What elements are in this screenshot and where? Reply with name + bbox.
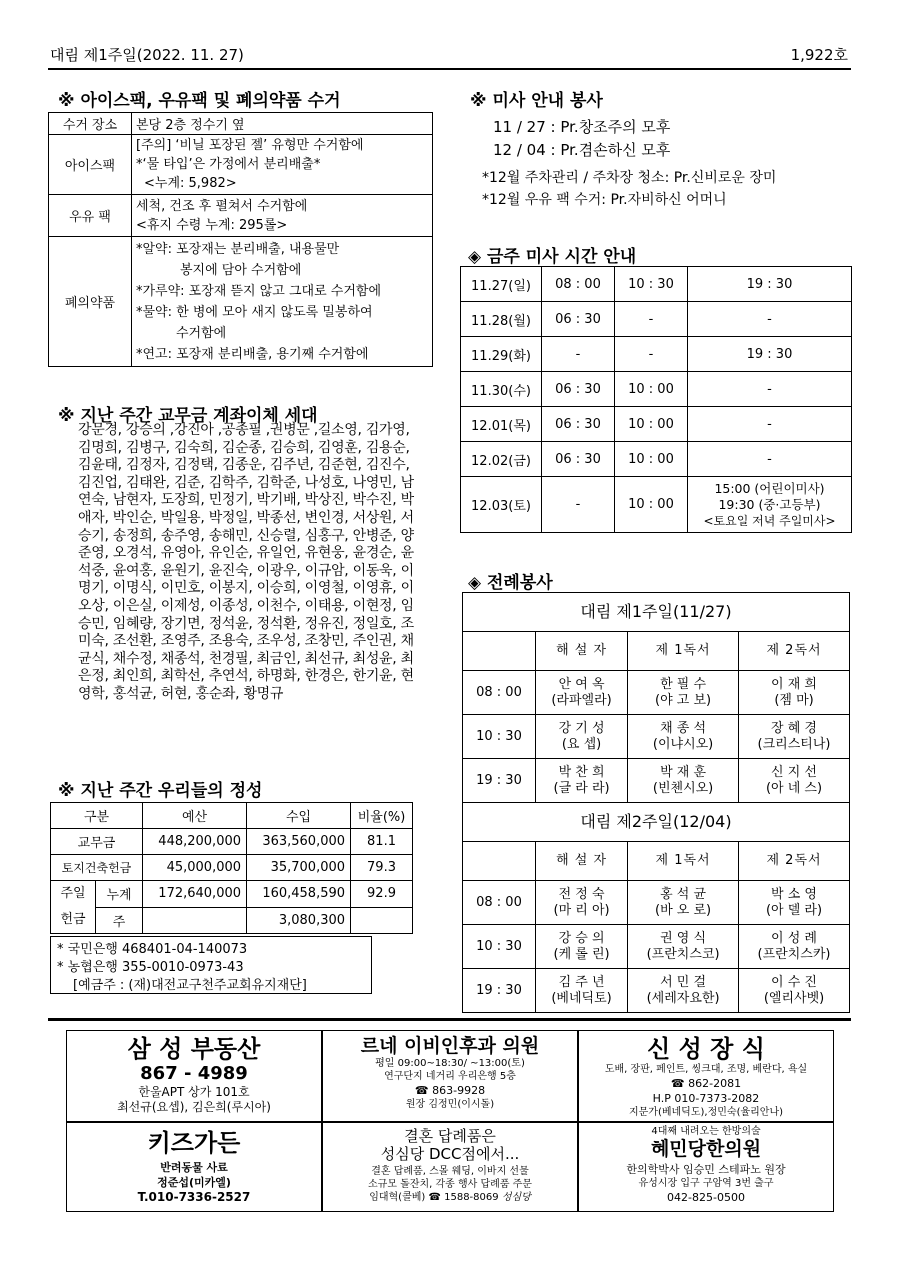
mass-day: 11.29(화): [461, 337, 542, 372]
ad-line: 도배, 장판, 페인트, 씽크대, 조명, 베란다, 욕실: [604, 1064, 808, 1075]
ad-line: 한의학박사 임승민 스테파노 원장: [626, 1163, 786, 1176]
person-name: 이 성 례: [771, 930, 817, 946]
ad-tagline: 4대째 내려오는 한방의술: [651, 1126, 761, 1137]
cumulative-income: 160,458,590: [247, 881, 351, 908]
ad-line: 평일 09:00~18:30/ ~13:00(토): [375, 1058, 525, 1069]
medicine-label: 폐의약품: [49, 237, 132, 367]
baptismal-name: (라파엘라): [551, 692, 612, 708]
mass-day: 12.02(금): [461, 442, 542, 477]
ad-line: 최선규(요셉), 김은희(루시아): [117, 1100, 271, 1114]
cumulative-label: 누계: [96, 881, 143, 908]
icepack-total: <누계: 5,982>: [144, 176, 237, 191]
liturgy-time: 19 : 30: [463, 969, 536, 1013]
offering-ratio: 79.3: [351, 855, 413, 881]
baptismal-name: (마 리 아): [553, 902, 610, 918]
person-name: 전 정 숙: [558, 886, 605, 902]
header-divider: [48, 68, 851, 70]
week-budget-empty: [143, 907, 247, 934]
icepack-line: [주의] ‘비닐 포장된 젤’ 유형만 수거함에: [136, 138, 364, 153]
week-income: 3,080,300: [247, 907, 351, 934]
mass-time: 10 : 00: [615, 407, 688, 442]
sunday-label-2: 헌금: [60, 912, 86, 927]
first-reader: [628, 759, 739, 803]
ad-name: 삼 성 부동산: [127, 1035, 261, 1063]
baptismal-name: (크리스티나): [757, 736, 831, 752]
ad-name: 혜민당한의원: [650, 1138, 762, 1160]
person-name: 채 종 석: [660, 720, 707, 736]
milk-info: [132, 195, 433, 237]
offering-row-label: 교무금: [51, 829, 143, 855]
liturgy-corner: [463, 632, 536, 671]
week-label: 주: [96, 907, 143, 934]
second-reader: [739, 881, 850, 925]
cumulative-ratio: 92.9: [351, 881, 413, 908]
medicine-line: *가루약: 포장재 뜯지 않고 그대로 수거함에: [136, 283, 382, 299]
ad-name: 키즈가든: [147, 1129, 241, 1157]
person-name: 서 민 걸: [660, 974, 707, 990]
bank-account-1: * 국민은행 468401-04-140073: [57, 942, 248, 957]
mass-day: 11.30(수): [461, 372, 542, 407]
place-label: 수거 장소: [49, 113, 132, 135]
mass-time: -: [542, 477, 615, 533]
ad-contact: [323, 1191, 577, 1204]
mass-day: 12.03(토): [461, 477, 542, 533]
ad-kids-garden: [66, 1122, 322, 1212]
bulletin-date: 대림 제1주일(2022. 11. 27): [50, 46, 244, 64]
offering-budget: 448,200,000: [143, 829, 247, 855]
commentator: [536, 715, 628, 759]
recycle-table: [48, 112, 433, 367]
ad-line: 원장 김정민(이시돌): [405, 1099, 495, 1110]
first-reader: [628, 969, 739, 1013]
baptismal-name: (아 델 라): [765, 902, 823, 918]
liturgy-header: 해 설 자: [536, 632, 628, 671]
icepack-info: [132, 135, 433, 195]
milk-total: <휴지 수령 누계: 295롤>: [136, 217, 288, 233]
mass-time-note: <토요일 저녁 주일미사>: [703, 513, 836, 528]
account-holder: [예금주 : (재)대전교구천주교회유지재단]: [73, 978, 307, 993]
medicine-line: *물약: 한 병에 모아 새지 않도록 밀봉하여: [136, 304, 373, 320]
ad-phone: H.P 010-7373-2082: [652, 1092, 760, 1105]
mass-day: 11.28(월): [461, 302, 542, 337]
ad-interior: [578, 1030, 834, 1122]
offering-ratio: 81.1: [351, 829, 413, 855]
offering-income: 35,700,000: [247, 855, 351, 881]
offering-header: 비율(%): [351, 803, 413, 829]
service-note: *12월 우유 팩 수거: Pr.자비하신 어머니: [482, 192, 727, 208]
liturgy-time: 10 : 30: [463, 925, 536, 969]
liturgy-header: 제 2독서: [739, 842, 850, 881]
second-reader: [739, 671, 850, 715]
mass-schedule-table: [460, 266, 852, 533]
offering-header: 수입: [247, 803, 351, 829]
baptismal-name: (젬 마): [774, 692, 814, 708]
ad-line: 정준섭(미카엘): [157, 1176, 231, 1189]
baptismal-name: (요 셉): [561, 736, 602, 752]
mass-time-saturday: [688, 477, 852, 533]
mass-time: 19 : 30: [688, 337, 852, 372]
second-reader: [739, 925, 850, 969]
week-ratio-empty: [351, 907, 413, 934]
baptismal-name: (빈첸시오): [652, 780, 714, 796]
offering-header: 예산: [143, 803, 247, 829]
ad-oriental-clinic: [578, 1122, 834, 1212]
baptismal-name: (엘리사벳): [763, 990, 825, 1006]
person-name: 신 지 선: [771, 764, 817, 780]
mass-time: 10 : 30: [615, 267, 688, 302]
medicine-line: 수거함에: [176, 325, 227, 341]
liturgy-week-title: 대림 제1주일(11/27): [463, 593, 850, 632]
ad-line: 지문가(베네딕도),정민숙(율리안나): [628, 1107, 784, 1118]
icepack-label: 아이스팩: [49, 135, 132, 195]
person-name: 권 영 식: [660, 930, 707, 946]
person-name: 장 혜 경: [771, 720, 817, 736]
icepack-line: *‘물 타입’은 가정에서 분리배출*: [136, 157, 321, 172]
medicine-info: [132, 237, 433, 367]
mass-time: 06 : 30: [542, 302, 615, 337]
mass-time: 19 : 30: [688, 267, 852, 302]
person-name: 강 승 의: [558, 930, 605, 946]
offering-income: 363,560,000: [247, 829, 351, 855]
person-name: 안 여 옥: [558, 676, 605, 692]
transfer-title: ※ 지난 주간 교무금 계좌이체 세대: [58, 406, 318, 426]
person-name: 박 재 훈: [660, 764, 707, 780]
liturgy-time: 08 : 00: [463, 881, 536, 925]
baptismal-name: (베네딕토): [551, 990, 612, 1006]
person-name: 강 기 성: [558, 720, 605, 736]
ads-divider: [48, 1018, 851, 1021]
liturgy-table: [462, 592, 850, 1013]
first-reader: [628, 881, 739, 925]
baptismal-name: (프란치스코): [646, 946, 720, 962]
mass-time: -: [688, 442, 852, 477]
mass-time: 06 : 30: [542, 372, 615, 407]
baptismal-name: (바 오 로): [655, 902, 712, 918]
service-note: *12월 주차관리 / 주차장 청소: Pr.신비로운 장미: [482, 170, 777, 186]
person-name: 이 수 진: [771, 974, 817, 990]
sunday-label-1: 주일: [60, 886, 86, 901]
recycle-title: ※ 아이스팩, 우유팩 및 폐의약품 수거: [58, 91, 341, 111]
service-list: [493, 116, 670, 162]
liturgy-header: 제 2독서: [739, 632, 850, 671]
mass-time-line: 19:30 (중·고등부): [718, 496, 821, 512]
liturgy-header: 제 1독서: [628, 842, 739, 881]
liturgy-week-title: 대림 제2주일(12/04): [463, 803, 850, 842]
liturgy-time: 08 : 00: [463, 671, 536, 715]
mass-time: -: [615, 302, 688, 337]
offering-table: [50, 802, 413, 934]
transfer-names: 강문경, 강승의 ,강진아 ,공종필 ,권병문 ,길소영, 김가영, 김명희, 김병구, 김숙희, 김순종, 김승희, 김영훈, 김용순, 김윤태, 김정자, 김정택, 김종운, 김주년, 김준현, 김진수, 김진업, 김태완, 김준, 김학주, 김학준, 나성호, 나영민, 남연숙, 남현자, 도장희, 민정기, 박기배, 박상진, 박수진, 박애자, 박인순, 박일용, 박정일, 박종선, 변인경, 서상원, 서승기, 송정희, 송주영, 송해민, 신승렬, 심홍구, 안병준, 양준영, 오경석, 유영아, 유인순, 유일언, 유현웅, 윤경순, 윤석중, 윤여홍, 윤원기, 윤진숙, 이광우, 이규암, 이동욱, 이명기, 이명식, 이민호, 이봉지, 이승희, 이영철, 이영휴, 이오상, 이은실, 이제성, 이종성, 이천수, 이태용, 이현정, 임승민, 임혜량, 장기면, 정석윤, 정석환, 정유진, 정일호, 조미숙, 조선환, 조영주, 조용숙, 조우성, 조창민, 주인권, 채균식, 채수정, 채종석, 천경필, 최금인, 최선규, 최성윤, 최은정, 최인희, 최학선, 추연석, 하명화, 한경은, 한기윤, 현영학, 홍석균, 허현, 홍순좌, 황명규: [78, 422, 414, 702]
baptismal-name: (이냐시오): [652, 736, 714, 752]
issue-number: 1,922호: [790, 46, 848, 64]
commentator: [536, 759, 628, 803]
ad-phone: T.010-7336-2527: [137, 1190, 251, 1204]
ad-phone: 042-825-0500: [667, 1191, 745, 1204]
medicine-line: *연고: 포장재 분리배출, 용기째 수거함에: [136, 346, 369, 362]
liturgy-time: 10 : 30: [463, 715, 536, 759]
ad-name: 신 성 장 식: [647, 1035, 765, 1063]
milk-line: 세척, 건조 후 펼쳐서 수거함에: [136, 198, 308, 214]
offering-title: ※ 지난 주간 우리들의 정성: [58, 781, 263, 801]
ad-bakery: [322, 1122, 578, 1212]
baptismal-name: (프란치스카): [757, 946, 831, 962]
ad-ent-clinic: [322, 1030, 578, 1122]
liturgy-title: ◈ 전례봉사: [468, 573, 553, 593]
bank-info: [50, 936, 372, 994]
commentator: [536, 969, 628, 1013]
person-name: 박 소 영: [771, 886, 817, 902]
baptismal-name: (글 라 라): [553, 780, 610, 796]
ad-line: 소규모 돌잔치, 각종 행사 답례품 주문: [368, 1179, 532, 1190]
service-title: ※ 미사 안내 봉사: [470, 91, 603, 111]
first-reader: [628, 671, 739, 715]
person-name: 박 찬 희: [558, 764, 605, 780]
person-name: 홍 석 균: [660, 886, 707, 902]
commentator: [536, 671, 628, 715]
mass-day: 11.27(일): [461, 267, 542, 302]
second-reader: [739, 759, 850, 803]
medicine-line: 봉지에 담아 수거함에: [180, 262, 302, 278]
offering-header: 구분: [51, 803, 143, 829]
ad-phone: ☎ 863-9928: [414, 1084, 486, 1097]
service-notes: [482, 167, 776, 211]
ad-line: 연구단지 네거리 우리은행 5층: [384, 1071, 516, 1082]
ad-name: 르네 이비인후과 의원: [360, 1035, 540, 1057]
ad-phone: 867 - 4989: [140, 1063, 248, 1084]
liturgy-time: 19 : 30: [463, 759, 536, 803]
bank-account-2: * 농협은행 355-0010-0973-43: [57, 960, 244, 975]
cumulative-budget: 172,640,000: [143, 881, 247, 908]
ad-line: 한울APT 상가 101호: [138, 1085, 250, 1099]
mass-time: 06 : 30: [542, 442, 615, 477]
mass-time: -: [615, 337, 688, 372]
liturgy-header: 해 설 자: [536, 842, 628, 881]
place-value: 본당 2층 정수기 옆: [132, 113, 433, 135]
liturgy-corner: [463, 842, 536, 881]
mass-time: 08 : 00: [542, 267, 615, 302]
second-reader: [739, 715, 850, 759]
ad-phone: 임대혁(콜베) ☎ 1588-8069: [369, 1192, 499, 1203]
mass-time: 10 : 00: [615, 477, 688, 533]
first-reader: [628, 925, 739, 969]
ad-line: 유성시장 입구 구암역 3번 출구: [638, 1178, 774, 1189]
mass-time: 06 : 30: [542, 407, 615, 442]
second-reader: [739, 969, 850, 1013]
ad-name: 결혼 답례품은: [404, 1127, 496, 1145]
baptismal-name: (케 롤 린): [553, 946, 610, 962]
service-line: 12 / 04 : Pr.겸손하신 모후: [493, 141, 671, 159]
commentator: [536, 925, 628, 969]
mass-day: 12.01(목): [461, 407, 542, 442]
bakery-logo: 성심당: [501, 1192, 531, 1203]
person-name: 김 주 년: [558, 974, 605, 990]
liturgy-header: 제 1독서: [628, 632, 739, 671]
person-name: 한 필 수: [660, 676, 707, 692]
mass-time: 10 : 00: [615, 442, 688, 477]
mass-time-line: 15:00 (어린이미사): [714, 480, 825, 496]
baptismal-name: (아 네 스): [765, 780, 823, 796]
ad-line: 결혼 답례품, 스몰 웨딩, 이바지 선물: [371, 1166, 529, 1177]
milk-label: 우유 팩: [49, 195, 132, 237]
commentator: [536, 881, 628, 925]
mass-time: -: [688, 372, 852, 407]
mass-time: -: [688, 407, 852, 442]
ad-line: 반려동물 사료: [160, 1161, 228, 1174]
mass-time: -: [688, 302, 852, 337]
offering-row-label: 토지건축헌금: [51, 855, 143, 881]
first-reader: [628, 715, 739, 759]
ad-phone: ☎ 862-2081: [670, 1077, 742, 1090]
mass-title: ◈ 금주 미사 시간 안내: [468, 247, 637, 267]
ad-real-estate: [66, 1030, 322, 1122]
mass-time: 10 : 00: [615, 372, 688, 407]
baptismal-name: (세레자요한): [646, 990, 720, 1006]
baptismal-name: (야 고 보): [655, 692, 712, 708]
offering-budget: 45,000,000: [143, 855, 247, 881]
service-line: 11 / 27 : Pr.창조주의 모후: [493, 118, 671, 136]
ad-name: 성심당 DCC점에서...: [380, 1145, 520, 1163]
mass-time: -: [542, 337, 615, 372]
person-name: 이 재 희: [771, 676, 817, 692]
medicine-line: *알약: 포장재는 분리배출, 내용물만: [136, 241, 340, 257]
sunday-offering-label: [51, 881, 96, 934]
